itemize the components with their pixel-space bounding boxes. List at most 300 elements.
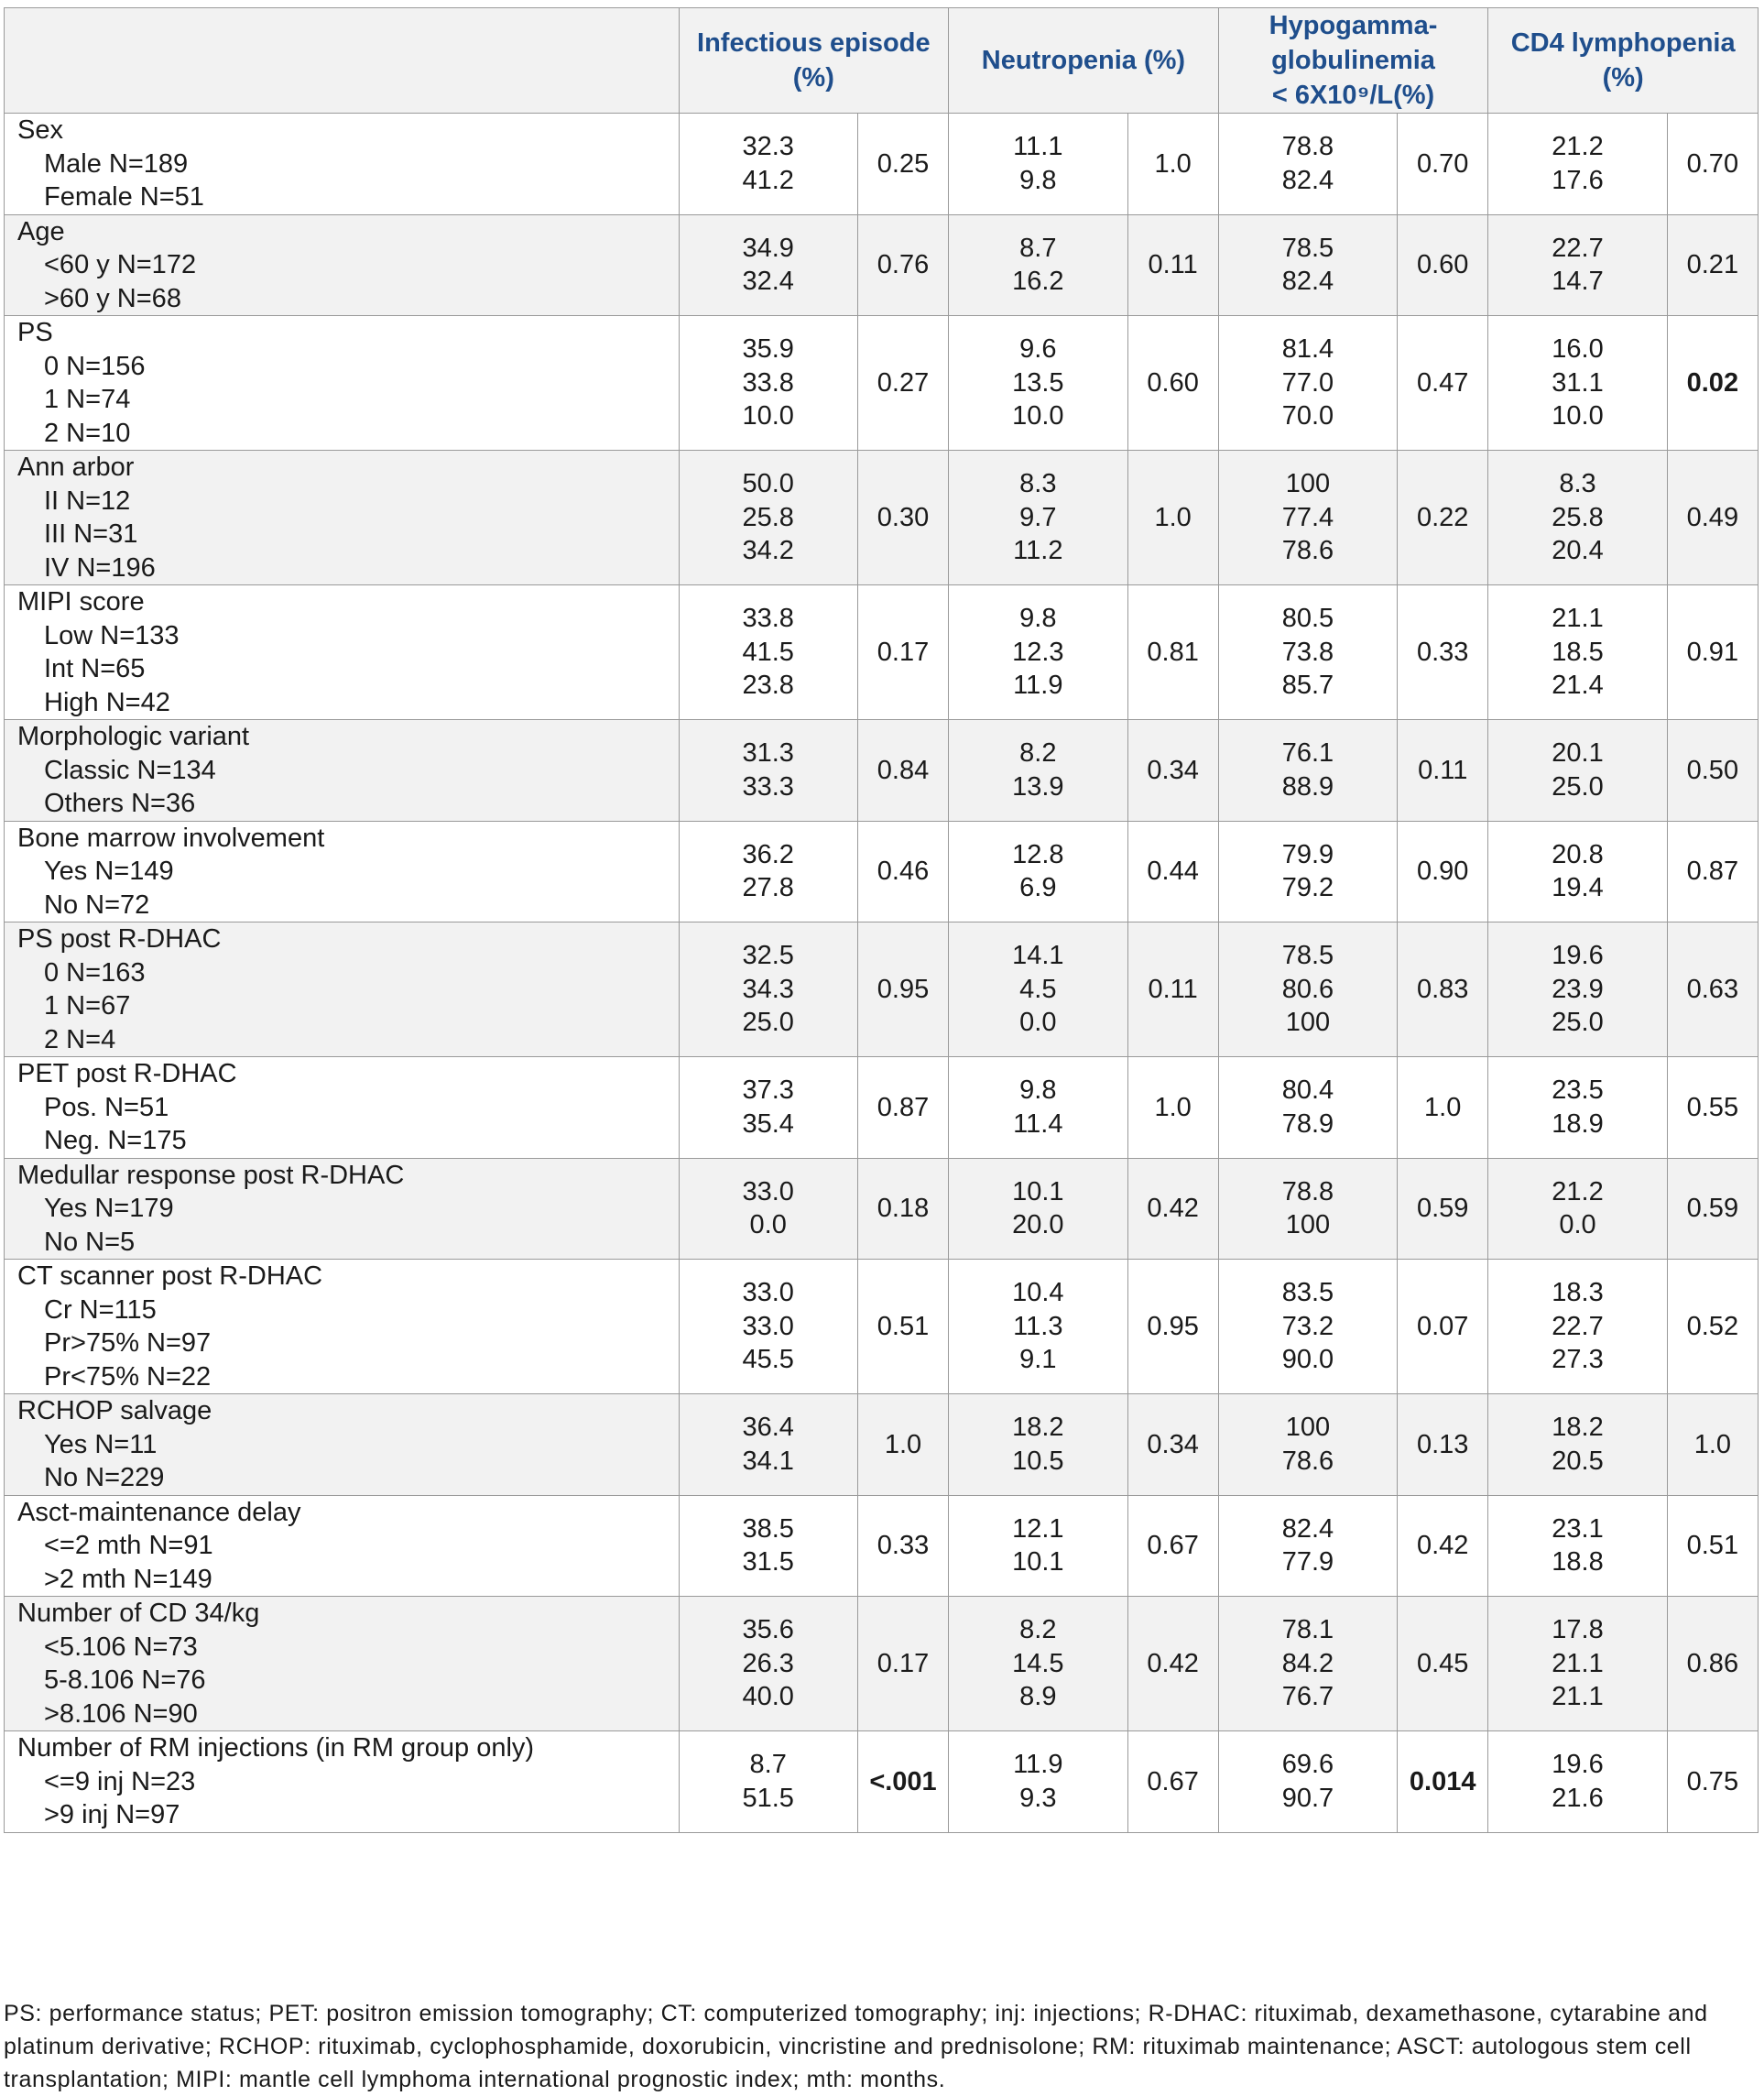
hypogamma-p-value: 0.47 [1398,316,1488,451]
variable-label: Sex [17,115,63,145]
variable-label: RCHOP salvage [17,1396,212,1425]
infectious-values-cell [679,1495,857,1597]
neutropenia-values-cell [949,214,1127,316]
cd4-value: 18.8 [1552,1547,1604,1577]
cd4-value: 27.3 [1552,1345,1604,1375]
infectious-value: 38.5 [742,1513,794,1544]
hypogamma-p-value: 0.22 [1398,451,1488,585]
neutropenia-value: 20.0 [1012,1210,1064,1240]
hypogamma-value: 81.4 [1281,334,1334,365]
cd4-p-value: 0.63 [1667,922,1758,1057]
hypogamma-value: 100 [1285,1413,1331,1443]
infectious-value: 25.8 [742,502,794,532]
neutropenia-values-cell [949,1394,1127,1496]
cd4-values-cell [1488,214,1667,316]
cd4-values-cell [1488,1394,1667,1496]
neutropenia-values-cell [949,451,1127,585]
cd4-value: 18.3 [1552,1278,1604,1308]
infectious-value: 34.9 [742,233,794,263]
neutropenia-p-value: 0.11 [1127,214,1218,316]
hypogamma-value: 78.6 [1281,1446,1334,1476]
table-body [5,114,1759,1833]
infectious-values-cell [679,214,857,316]
infectious-value: 36.4 [742,1413,794,1443]
subgroup-label: IV N=196 [44,552,156,583]
subgroup-label: No N=72 [44,890,150,920]
variable-label: Ann arbor [17,453,135,482]
hypogamma-value: 76.7 [1281,1682,1334,1712]
variable-cell [5,451,680,585]
infectious-p-value: 0.25 [857,114,948,215]
infectious-values-cell [679,451,857,585]
header-hypogammaglobulinemia [1218,8,1488,114]
table-row [5,214,1759,316]
neutropenia-value: 0.0 [1019,1008,1057,1038]
cd4-value: 25.0 [1552,1008,1604,1038]
table-row [5,821,1759,922]
neutropenia-p-value: 1.0 [1127,451,1218,585]
neutropenia-value: 9.6 [1019,334,1057,365]
infectious-values-cell [679,1158,857,1260]
variable-cell [5,1260,680,1394]
hypogamma-value: 82.4 [1281,267,1334,297]
neutropenia-value: 8.3 [1019,469,1057,499]
hypogamma-p-value: 0.11 [1398,720,1488,822]
neutropenia-values-cell [949,1260,1127,1394]
cd4-value: 19.6 [1552,941,1604,971]
neutropenia-value: 13.9 [1012,771,1064,802]
cd4-values-cell [1488,585,1667,720]
infectious-value: 23.8 [742,671,794,701]
neutropenia-value: 12.8 [1012,839,1064,869]
cd4-values-cell [1488,1495,1667,1597]
variable-label: Number of RM injections (in RM group only) [17,1733,535,1763]
subgroup-label: Yes N=179 [44,1194,174,1223]
infectious-value: 35.9 [742,334,794,365]
table-row [5,1495,1759,1597]
subgroup-label: 1 N=67 [44,991,131,1021]
infectious-value: 26.3 [742,1648,794,1678]
hypogamma-value: 85.7 [1281,671,1334,701]
neutropenia-values-cell [949,1731,1127,1833]
infectious-values-cell [679,720,857,822]
cd4-p-value: 0.51 [1667,1495,1758,1597]
cd4-values-cell [1488,922,1667,1057]
cd4-values-cell [1488,1731,1667,1833]
neutropenia-value: 18.2 [1012,1413,1064,1443]
subgroup-label: Pr>75% N=97 [44,1328,212,1358]
hypogamma-values-cell [1218,1394,1397,1496]
cd4-value: 21.1 [1552,1648,1604,1678]
variable-label: Number of CD 34/kg [17,1599,260,1628]
neutropenia-value: 11.4 [1013,1108,1063,1139]
cd4-value: 16.0 [1552,334,1604,365]
subgroup-label: Int N=65 [44,654,146,683]
hypogamma-value: 76.1 [1281,738,1334,769]
subgroup-label: Low N=133 [44,620,180,650]
cd4-value: 20.1 [1552,738,1604,769]
cd4-value: 18.2 [1552,1413,1604,1443]
infectious-value: 33.8 [742,367,794,398]
cd4-values-cell [1488,114,1667,215]
subgroup-label: High N=42 [44,687,170,717]
hypogamma-values-cell [1218,720,1397,822]
table-row [5,1731,1759,1833]
cd4-p-value: 0.75 [1667,1731,1758,1833]
hypogamma-value: 77.4 [1281,502,1334,532]
hypogamma-value: 78.5 [1281,941,1334,971]
infectious-value: 41.2 [742,165,794,195]
infectious-values-cell [679,1260,857,1394]
neutropenia-value: 10.1 [1012,1176,1064,1206]
neutropenia-value: 14.1 [1012,941,1064,971]
subgroup-label: >60 y N=68 [44,283,181,313]
cd4-values-cell [1488,720,1667,822]
header-hypogamma-line1: Hypogamma- [1269,11,1438,40]
neutropenia-values-cell [949,1495,1127,1597]
neutropenia-value: 8.2 [1019,1615,1057,1645]
hypogamma-value: 83.5 [1281,1278,1334,1308]
cd4-values-cell [1488,1158,1667,1260]
table-row [5,720,1759,822]
subgroup-label: <60 y N=172 [44,250,197,279]
hypogamma-values-cell [1218,316,1397,451]
cd4-value: 21.1 [1552,604,1604,634]
infectious-value: 32.3 [742,132,794,162]
hypogamma-values-cell [1218,451,1397,585]
cd4-p-value: 0.55 [1667,1057,1758,1159]
cd4-p-value: 0.50 [1667,720,1758,822]
neutropenia-values-cell [949,114,1127,215]
cd4-p-value: 0.91 [1667,585,1758,720]
hypogamma-p-value: 0.33 [1398,585,1488,720]
subgroup-label: Others N=36 [44,789,196,818]
subgroup-label: <=2 mth N=91 [44,1531,213,1560]
cd4-p-value: 0.02 [1667,316,1758,451]
infectious-values-cell [679,821,857,922]
cd4-value: 20.4 [1552,536,1604,566]
header-hypogamma-line2: globulinemia [1271,46,1435,75]
results-table [4,7,1759,1833]
hypogamma-value: 80.4 [1281,1075,1334,1106]
variable-cell [5,585,680,720]
hypogamma-p-value: 0.014 [1398,1731,1488,1833]
hypogamma-value: 80.6 [1281,974,1334,1004]
variable-cell [5,821,680,922]
infectious-value: 35.6 [742,1615,794,1645]
hypogamma-value: 82.4 [1281,165,1334,195]
neutropenia-values-cell [949,1597,1127,1731]
subgroup-label: <=9 inj N=23 [44,1766,196,1796]
subgroup-label: >2 mth N=149 [44,1564,212,1594]
infectious-p-value: 0.27 [857,316,948,451]
infectious-value: 45.5 [742,1345,794,1375]
hypogamma-values-cell [1218,214,1397,316]
neutropenia-value: 4.5 [1019,974,1057,1004]
table-row [5,1260,1759,1394]
neutropenia-value: 9.8 [1019,1075,1057,1106]
hypogamma-values-cell [1218,1260,1397,1394]
neutropenia-value: 6.9 [1019,873,1057,903]
infectious-values-cell [679,114,857,215]
cd4-p-value: 0.52 [1667,1260,1758,1394]
variable-cell [5,1597,680,1731]
neutropenia-value: 16.2 [1012,267,1064,297]
neutropenia-p-value: 0.42 [1127,1597,1218,1731]
variable-cell [5,1394,680,1496]
hypogamma-values-cell [1218,1495,1397,1597]
infectious-value: 8.7 [749,1750,787,1780]
infectious-value: 34.2 [742,536,794,566]
infectious-value: 31.5 [742,1547,794,1577]
infectious-value: 35.4 [742,1108,794,1139]
hypogamma-value: 100 [1285,469,1331,499]
neutropenia-value: 10.1 [1012,1547,1064,1577]
cd4-values-cell [1488,1057,1667,1159]
infectious-value: 31.3 [742,738,794,769]
neutropenia-value: 12.3 [1012,637,1064,667]
cd4-value: 20.5 [1552,1446,1604,1476]
cd4-p-value: 0.49 [1667,451,1758,585]
subgroup-label: No N=5 [44,1227,136,1257]
subgroup-label: 1 N=74 [44,385,131,414]
infectious-value: 27.8 [742,873,794,903]
neutropenia-p-value: 0.34 [1127,1394,1218,1496]
subgroup-label: Yes N=149 [44,857,174,886]
hypogamma-values-cell [1218,1597,1397,1731]
header-neutropenia: Neutropenia (%) [949,8,1219,114]
neutropenia-p-value: 0.67 [1127,1495,1218,1597]
header-variable [5,8,680,114]
hypogamma-value: 69.6 [1281,1750,1334,1780]
infectious-p-value: 0.87 [857,1057,948,1159]
infectious-p-value: 0.18 [857,1158,948,1260]
neutropenia-value: 8.2 [1019,738,1057,769]
table-row [5,1597,1759,1731]
table-row [5,922,1759,1057]
subgroup-label: Pos. N=51 [44,1092,169,1122]
neutropenia-value: 14.5 [1012,1648,1064,1678]
cd4-value: 22.7 [1552,233,1604,263]
hypogamma-p-value: 0.83 [1398,922,1488,1057]
variable-label: MIPI score [17,587,145,617]
hypogamma-value: 73.8 [1281,637,1334,667]
neutropenia-values-cell [949,585,1127,720]
cd4-value: 18.5 [1552,637,1604,667]
subgroup-label: II N=12 [44,486,131,516]
cd4-p-value: 0.59 [1667,1158,1758,1260]
subgroup-label: Classic N=134 [44,755,216,785]
table-row [5,1394,1759,1496]
variable-label: Morphologic variant [17,722,250,751]
hypogamma-values-cell [1218,821,1397,922]
neutropenia-value: 8.7 [1019,233,1057,263]
cd4-value: 17.8 [1552,1615,1604,1645]
header-hypogamma-line3: < 6X10⁹/L(%) [1271,81,1435,110]
variable-cell [5,1731,680,1833]
table-row [5,316,1759,451]
hypogamma-p-value: 0.45 [1398,1597,1488,1731]
neutropenia-value: 12.1 [1012,1513,1064,1544]
infectious-values-cell [679,922,857,1057]
subgroup-label: 2 N=10 [44,418,131,448]
neutropenia-value: 9.1 [1019,1345,1057,1375]
hypogamma-value: 73.2 [1281,1311,1334,1341]
infectious-values-cell [679,1731,857,1833]
cd4-values-cell [1488,451,1667,585]
variable-label: Age [17,216,65,246]
cd4-values-cell [1488,1597,1667,1731]
hypogamma-value: 78.1 [1281,1615,1334,1645]
infectious-value: 34.3 [742,974,794,1004]
neutropenia-value: 11.3 [1013,1311,1063,1341]
neutropenia-value: 13.5 [1012,367,1064,398]
hypogamma-p-value: 0.70 [1398,114,1488,215]
infectious-value: 36.2 [742,839,794,869]
neutropenia-value: 11.9 [1013,671,1063,701]
variable-label: PS post R-DHAC [17,924,222,954]
cd4-value: 23.1 [1552,1513,1604,1544]
neutropenia-value: 10.0 [1012,401,1064,431]
hypogamma-values-cell [1218,922,1397,1057]
hypogamma-value: 77.9 [1281,1547,1334,1577]
cd4-value: 20.8 [1552,839,1604,869]
variable-cell [5,720,680,822]
cd4-value: 14.7 [1552,267,1604,297]
variable-cell [5,1057,680,1159]
infectious-value: 33.8 [742,604,794,634]
infectious-values-cell [679,316,857,451]
header-cd4-lymphopenia: CD4 lymphopenia (%) [1488,8,1759,114]
footnote: PS: performance status; PET: positron emission tomography; CT: computerized tomography; inj: injections; R-DHAC: rituximab, dexamethasone, cytarabine and platinum derivative; RCHOP: rituximab, cyclophosphamide, doxorubicin, vincristine and prednisolone; RM: rituximab maintenance; ASCT: autologous stem cell transplantation; MIPI: mantle cell lymphoma international prognostic index; mth: months. [4,2001,1708,2092]
cd4-p-value: 0.87 [1667,821,1758,922]
cd4-value: 22.7 [1552,1311,1604,1341]
cd4-values-cell [1488,821,1667,922]
hypogamma-value: 90.7 [1281,1783,1334,1813]
variable-cell [5,114,680,215]
variable-cell [5,214,680,316]
variable-label: CT scanner post R-DHAC [17,1261,323,1291]
subgroup-label: 5-8.106 N=76 [44,1665,206,1695]
neutropenia-value: 9.8 [1019,604,1057,634]
neutropenia-values-cell [949,821,1127,922]
cd4-value: 18.9 [1552,1108,1604,1139]
subgroup-label: 0 N=163 [44,957,146,988]
cd4-p-value: 0.21 [1667,214,1758,316]
cd4-value: 0.0 [1559,1210,1596,1240]
infectious-p-value: 1.0 [857,1394,948,1496]
cd4-value: 23.5 [1552,1075,1604,1106]
cd4-values-cell [1488,316,1667,451]
neutropenia-values-cell [949,316,1127,451]
variable-label: PS [17,318,53,347]
hypogamma-value: 90.0 [1281,1345,1334,1375]
table-row [5,114,1759,215]
hypogamma-value: 78.8 [1281,132,1334,162]
header-row [5,8,1759,114]
neutropenia-p-value: 0.42 [1127,1158,1218,1260]
infectious-values-cell [679,1597,857,1731]
infectious-values-cell [679,1394,857,1496]
cd4-value: 21.1 [1552,1682,1604,1712]
hypogamma-value: 78.5 [1281,233,1334,263]
infectious-value: 40.0 [742,1682,794,1712]
cd4-value: 31.1 [1552,367,1604,398]
neutropenia-p-value: 1.0 [1127,1057,1218,1159]
hypogamma-values-cell [1218,1158,1397,1260]
neutropenia-value: 9.3 [1019,1783,1057,1813]
infectious-value: 33.3 [742,771,794,802]
cd4-value: 8.3 [1559,469,1596,499]
infectious-value: 41.5 [742,637,794,667]
hypogamma-value: 82.4 [1281,1513,1334,1544]
neutropenia-p-value: 0.81 [1127,585,1218,720]
header-infectious: Infectious episode (%) [679,8,949,114]
hypogamma-p-value: 0.13 [1398,1394,1488,1496]
hypogamma-value: 80.5 [1281,604,1334,634]
infectious-value: 51.5 [742,1783,794,1813]
infectious-p-value: 0.84 [857,720,948,822]
hypogamma-value: 100 [1285,1008,1331,1038]
variable-label: PET post R-DHAC [17,1059,237,1088]
variable-cell [5,922,680,1057]
variable-label: Bone marrow involvement [17,823,325,853]
infectious-value: 0.0 [749,1210,787,1240]
subgroup-label: >8.106 N=90 [44,1698,198,1729]
hypogamma-value: 79.2 [1281,873,1334,903]
variable-label: Medullar response post R-DHAC [17,1160,405,1190]
cd4-value: 25.0 [1552,771,1604,802]
neutropenia-p-value: 1.0 [1127,114,1218,215]
cd4-value: 17.6 [1552,165,1604,195]
cd4-value: 21.2 [1552,1176,1604,1206]
cd4-value: 21.6 [1552,1783,1604,1813]
table-row [5,451,1759,585]
cd4-p-value: 0.70 [1667,114,1758,215]
infectious-p-value: 0.33 [857,1495,948,1597]
infectious-p-value: 0.51 [857,1260,948,1394]
subgroup-label: Female N=51 [44,182,204,212]
subgroup-label: 2 N=4 [44,1024,116,1054]
hypogamma-value: 78.9 [1281,1108,1334,1139]
hypogamma-value: 79.9 [1281,839,1334,869]
infectious-p-value: 0.30 [857,451,948,585]
infectious-p-value: 0.17 [857,585,948,720]
hypogamma-value: 77.0 [1281,367,1334,398]
cd4-p-value: 0.86 [1667,1597,1758,1731]
subgroup-label: 0 N=156 [44,351,146,381]
cd4-value: 10.0 [1552,401,1604,431]
variable-cell [5,316,680,451]
neutropenia-p-value: 0.44 [1127,821,1218,922]
subgroup-label: III N=31 [44,519,138,549]
neutropenia-value: 8.9 [1019,1682,1057,1712]
hypogamma-value: 70.0 [1281,401,1334,431]
hypogamma-value: 100 [1285,1210,1331,1240]
cd4-value: 19.6 [1552,1750,1604,1780]
infectious-value: 32.5 [742,941,794,971]
variable-cell [5,1495,680,1597]
cd4-value: 23.9 [1552,974,1604,1004]
hypogamma-p-value: 1.0 [1398,1057,1488,1159]
infectious-value: 33.0 [742,1311,794,1341]
hypogamma-value: 78.8 [1281,1176,1334,1206]
hypogamma-p-value: 0.90 [1398,821,1488,922]
neutropenia-value: 10.5 [1012,1446,1064,1476]
cd4-value: 21.4 [1552,671,1604,701]
hypogamma-p-value: 0.60 [1398,214,1488,316]
infectious-value: 32.4 [742,267,794,297]
